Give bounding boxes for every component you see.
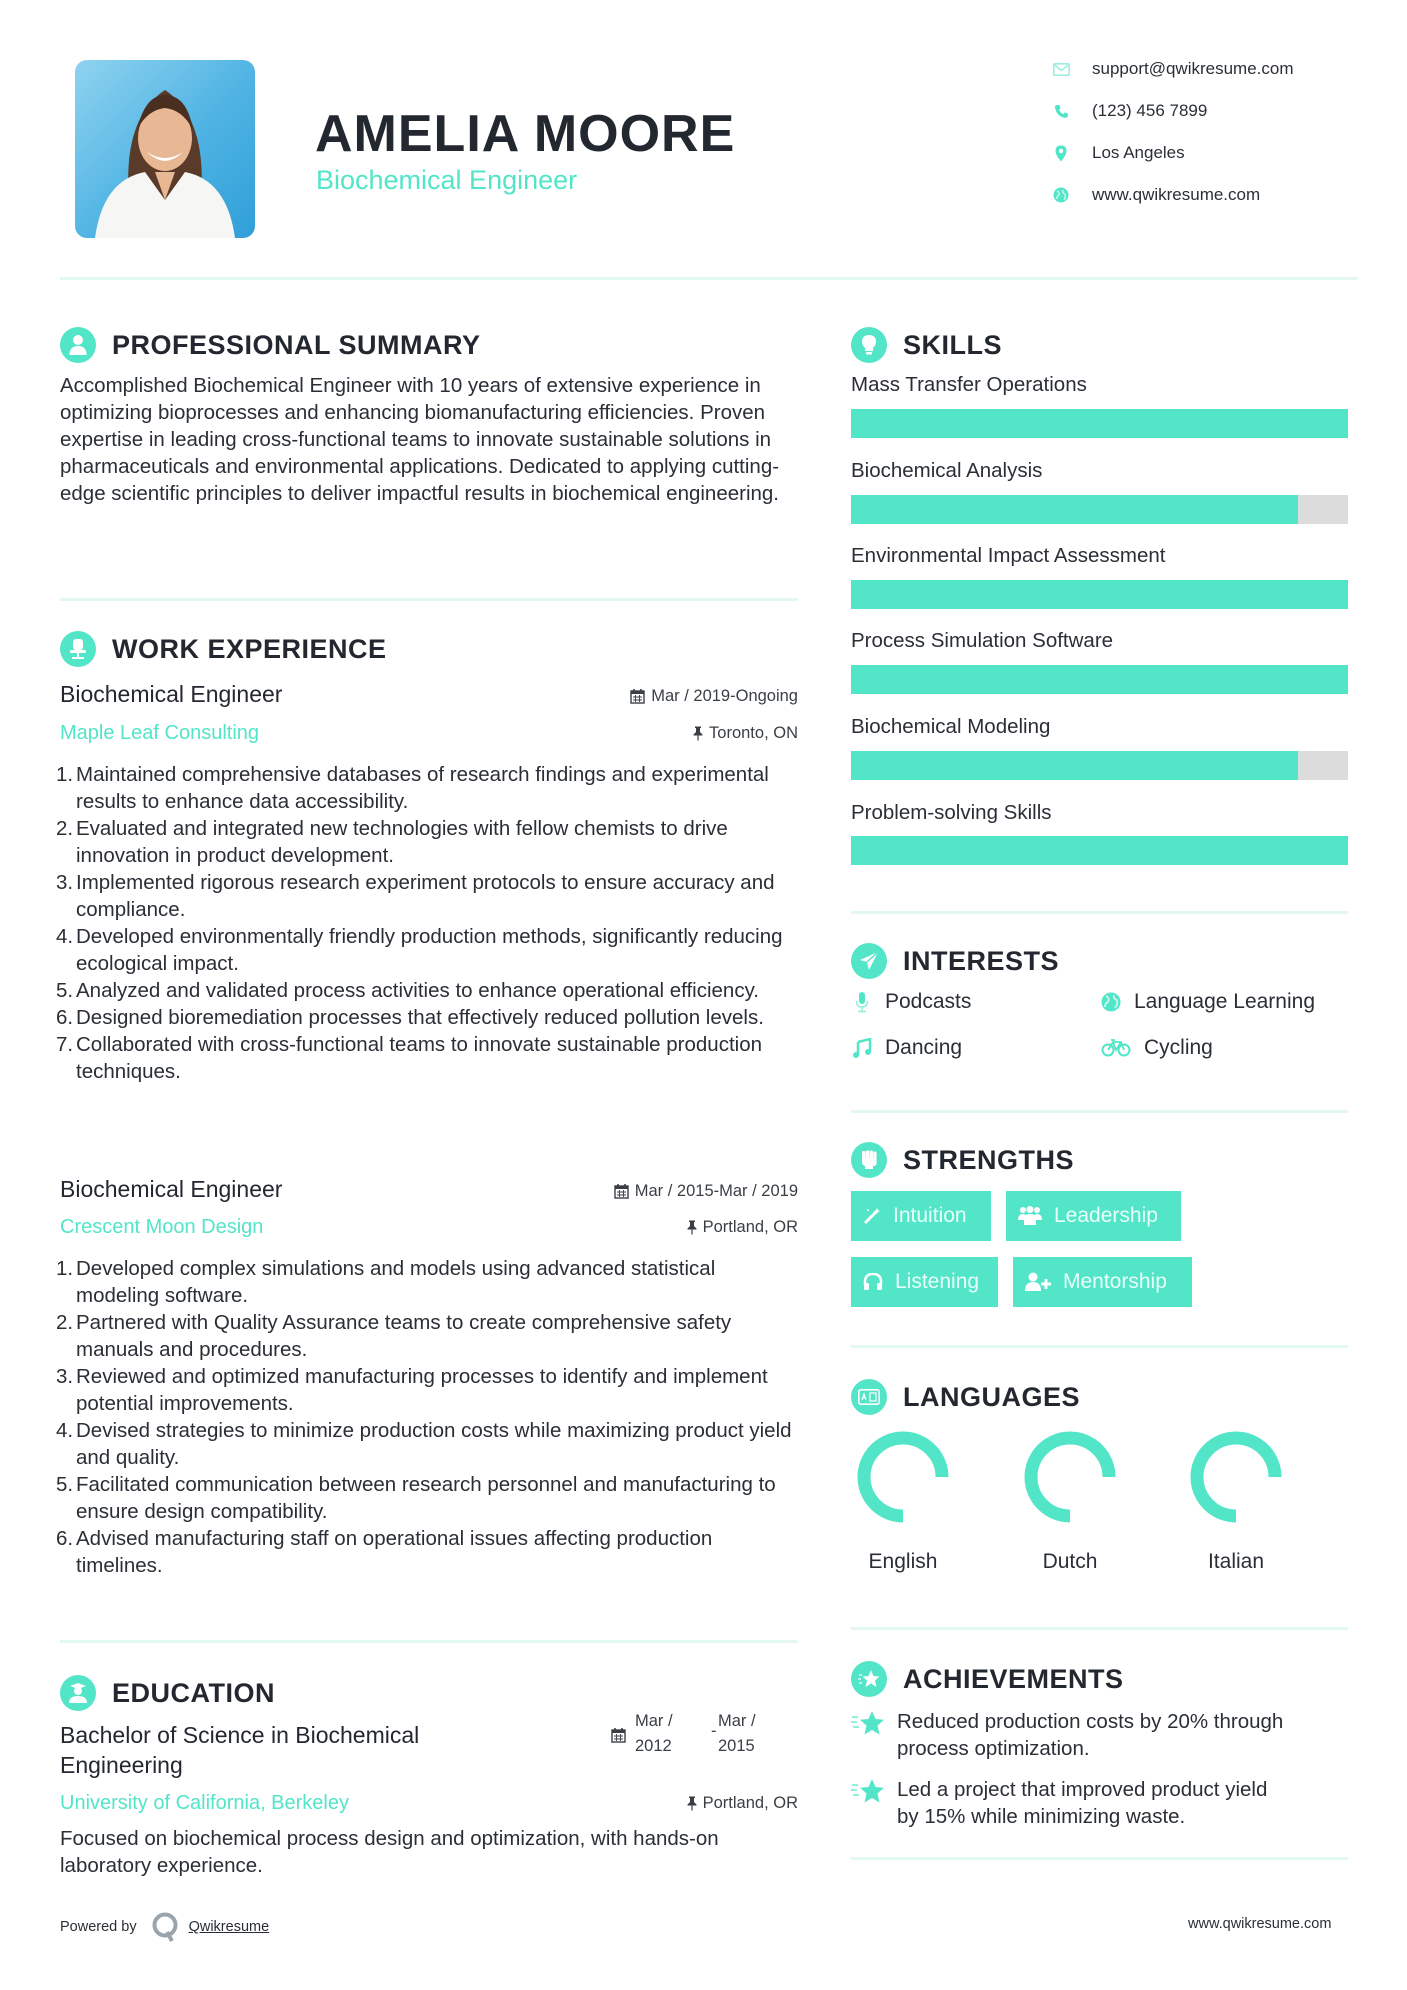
strength-chip-leadership: Leadership: [1006, 1191, 1181, 1241]
language-italian: Italian: [1166, 1431, 1306, 1574]
section-header-experience: WORK EXPERIENCE: [60, 630, 387, 668]
list-item: 1. Developed complex simulations and models using advanced statistical modeling software.: [56, 1257, 716, 1307]
language-dutch: Dutch: [1000, 1431, 1140, 1574]
achievement-item: Led a project that improved product yield by 15% while minimizing waste.: [851, 1776, 1351, 1830]
skill-label: Mass Transfer Operations: [851, 373, 1087, 396]
skill-label: Biochemical Analysis: [851, 459, 1043, 482]
edu-date-separator: -: [711, 1722, 717, 1740]
list-item: 1. Maintained comprehensive databases of research findings and experimental results to enhance data accessibility.: [56, 763, 769, 813]
calendar-icon: [630, 688, 645, 704]
degree-title-cont: Engineering: [60, 1752, 183, 1778]
contact-location: Los Angeles: [1052, 140, 1372, 166]
edu-end-year: 2015: [718, 1737, 755, 1755]
list-item: 6. Designed bioremediation processes that effectively reduced pollution levels.: [56, 1006, 764, 1029]
list-item: 3. Implemented rigorous research experiment protocols to ensure accuracy and compliance.: [56, 871, 775, 921]
interest-dancing: Dancing: [851, 1036, 962, 1060]
interest-cycling: Cycling: [1100, 1036, 1213, 1060]
achievement-item: Reduced production costs by 20% through process optimization.: [851, 1708, 1351, 1762]
header-divider: [60, 277, 1358, 280]
calendar-icon: [614, 1183, 629, 1199]
person-portrait-icon: [75, 60, 255, 238]
fist-icon: [851, 1142, 887, 1178]
skill-bar: [851, 665, 1348, 694]
skills-divider: [851, 911, 1348, 914]
edu-location: Portland, OR: [500, 1792, 798, 1814]
calendar-icon: [611, 1727, 627, 1748]
job-bullets: [58, 761, 803, 1085]
skill-bar: [851, 495, 1348, 524]
map-pin-icon: [1052, 144, 1070, 162]
skill-bar-fill: [851, 580, 1348, 609]
education-description: Focused on biochemical process design and optimization, with hands-on laboratory experience.: [60, 1827, 719, 1877]
list-item: 4. Developed environmentally friendly production methods, significantly reducing ecological impact.: [56, 925, 783, 975]
edu-end-month: Mar /: [718, 1712, 756, 1730]
phone-icon: [1052, 102, 1070, 120]
skill-bar: [851, 751, 1348, 780]
microphone-icon: [851, 991, 873, 1013]
company-name: Crescent Moon Design: [60, 1216, 264, 1238]
graduate-icon: [60, 1675, 96, 1711]
headphones-icon: [863, 1273, 883, 1291]
skill-label: Process Simulation Software: [851, 629, 1114, 652]
profile-photo: [75, 60, 255, 238]
edu-start-year: 2012: [635, 1737, 672, 1755]
contact-phone[interactable]: (123) 456 7899: [1052, 98, 1372, 124]
strength-chip-mentorship: Mentorship: [1013, 1257, 1192, 1307]
star-badge-icon: [851, 1661, 887, 1697]
section-header-skills: SKILLS: [851, 326, 1002, 364]
contact-email[interactable]: support@qwikresume.com: [1052, 56, 1372, 82]
interest-language-learning: Language Learning: [1100, 990, 1315, 1014]
language-proficiency-ring: [857, 1431, 949, 1523]
star-icon: [851, 1778, 885, 1809]
envelope-icon: [1052, 60, 1070, 78]
skill-bar: [851, 580, 1348, 609]
job-dates: Mar / 2015-Mar / 2019: [500, 1180, 798, 1202]
user-icon: [60, 327, 96, 363]
footer-powered-by: Powered by Qwikresume: [60, 1912, 269, 1942]
language-icon: [851, 1379, 887, 1415]
language-proficiency-ring: [1190, 1431, 1282, 1523]
language-proficiency-ring: [1024, 1431, 1116, 1523]
globe-icon: [1100, 992, 1122, 1012]
skill-bar-fill: [851, 751, 1298, 780]
strengths-divider: [851, 1345, 1348, 1348]
company-name: Maple Leaf Consulting: [60, 722, 260, 744]
job-bullets: [58, 1255, 803, 1579]
list-item: 2. Evaluated and integrated new technologies with fellow chemists to drive innovation in product development.: [56, 817, 728, 867]
list-item: 5. Facilitated communication between research personnel and manufacturing to ensure design compatibility.: [56, 1473, 776, 1523]
pushpin-icon: [693, 726, 703, 741]
star-icon: [851, 1710, 885, 1741]
qwikresume-logo-icon: [151, 1912, 179, 1942]
summary-text: Accomplished Biochemical Engineer with 10 years of extensive experience in optimizing bioprocesses and enhancing biomanufacturing efficiencies. Proven expertise in leading cross-functional teams to innovate sustainable solutions in pharmaceuticals and environmental applications. Dedicated to applying cutting-edge scientific principles to deliver impactful results in biochemical engineering.: [60, 374, 780, 505]
summary-divider: [60, 598, 798, 601]
section-header-strengths: STRENGTHS: [851, 1141, 1074, 1179]
achievements-divider: [851, 1857, 1348, 1860]
school-name: University of California, Berkeley: [60, 1792, 349, 1814]
skill-bar: [851, 836, 1348, 865]
job-location: Toronto, ON: [500, 722, 798, 744]
section-header-achievements: ACHIEVEMENTS: [851, 1660, 1124, 1698]
paper-plane-icon: [851, 943, 887, 979]
list-item: 3. Reviewed and optimized manufacturing processes to identify and implement potential improvements.: [56, 1365, 768, 1415]
section-header-languages: LANGUAGES: [851, 1378, 1080, 1416]
job-title: Biochemical Engineer: [60, 1176, 283, 1202]
interests-divider: [851, 1110, 1348, 1113]
section-header-summary: PROFESSIONAL SUMMARY: [60, 326, 481, 364]
candidate-name: AMELIA MOORE: [315, 105, 736, 163]
strength-chip-intuition: Intuition: [851, 1191, 991, 1241]
skill-bar-fill: [851, 409, 1348, 438]
job-title: Biochemical Engineer: [60, 681, 283, 707]
skill-bar-fill: [851, 836, 1348, 865]
language-english: English: [833, 1431, 973, 1574]
skill-bar: [851, 409, 1348, 438]
job-dates: Mar / 2019-Ongoing: [500, 685, 798, 707]
section-header-education: EDUCATION: [60, 1674, 275, 1712]
bicycle-icon: [1100, 1039, 1132, 1057]
office-chair-icon: [60, 631, 96, 667]
strength-chip-listening: Listening: [851, 1257, 998, 1307]
languages-divider: [851, 1627, 1348, 1630]
pushpin-icon: [687, 1796, 697, 1811]
skill-label: Environmental Impact Assessment: [851, 544, 1166, 567]
job-location: Portland, OR: [500, 1216, 798, 1238]
degree-title: Bachelor of Science in Biochemical: [60, 1722, 420, 1748]
list-item: 5. Analyzed and validated process activities to enhance operational efficiency.: [56, 979, 759, 1002]
globe-icon: [1052, 186, 1070, 204]
qwikresume-link[interactable]: Qwikresume: [188, 1919, 270, 1935]
skill-label: Biochemical Modeling: [851, 715, 1051, 738]
footer-website[interactable]: www.qwikresume.com: [1188, 1916, 1332, 1932]
list-item: 2. Partnered with Quality Assurance teams to create comprehensive safety manuals and procedures.: [56, 1311, 732, 1361]
list-item: 7. Collaborated with cross-functional teams to innovate sustainable production techniques.: [56, 1033, 762, 1083]
users-icon: [1018, 1206, 1042, 1226]
contact-website[interactable]: www.qwikresume.com: [1052, 182, 1372, 208]
magic-wand-icon: [863, 1207, 881, 1225]
experience-divider: [60, 1640, 798, 1643]
edu-start-month: Mar /: [635, 1712, 673, 1730]
candidate-role: Biochemical Engineer: [316, 165, 578, 195]
skill-label: Problem-solving Skills: [851, 801, 1052, 824]
music-note-icon: [851, 1038, 873, 1058]
interest-podcasts: Podcasts: [851, 990, 971, 1014]
skill-bar-fill: [851, 665, 1348, 694]
list-item: 4. Devised strategies to minimize production costs while maximizing product yield and quality.: [56, 1419, 792, 1469]
user-plus-icon: [1025, 1272, 1051, 1292]
lightbulb-icon: [851, 327, 887, 363]
skill-bar-fill: [851, 495, 1298, 524]
section-header-interests: INTERESTS: [851, 942, 1059, 980]
pushpin-icon: [687, 1220, 697, 1235]
list-item: 6. Advised manufacturing staff on operational issues affecting production timelines.: [56, 1527, 713, 1577]
